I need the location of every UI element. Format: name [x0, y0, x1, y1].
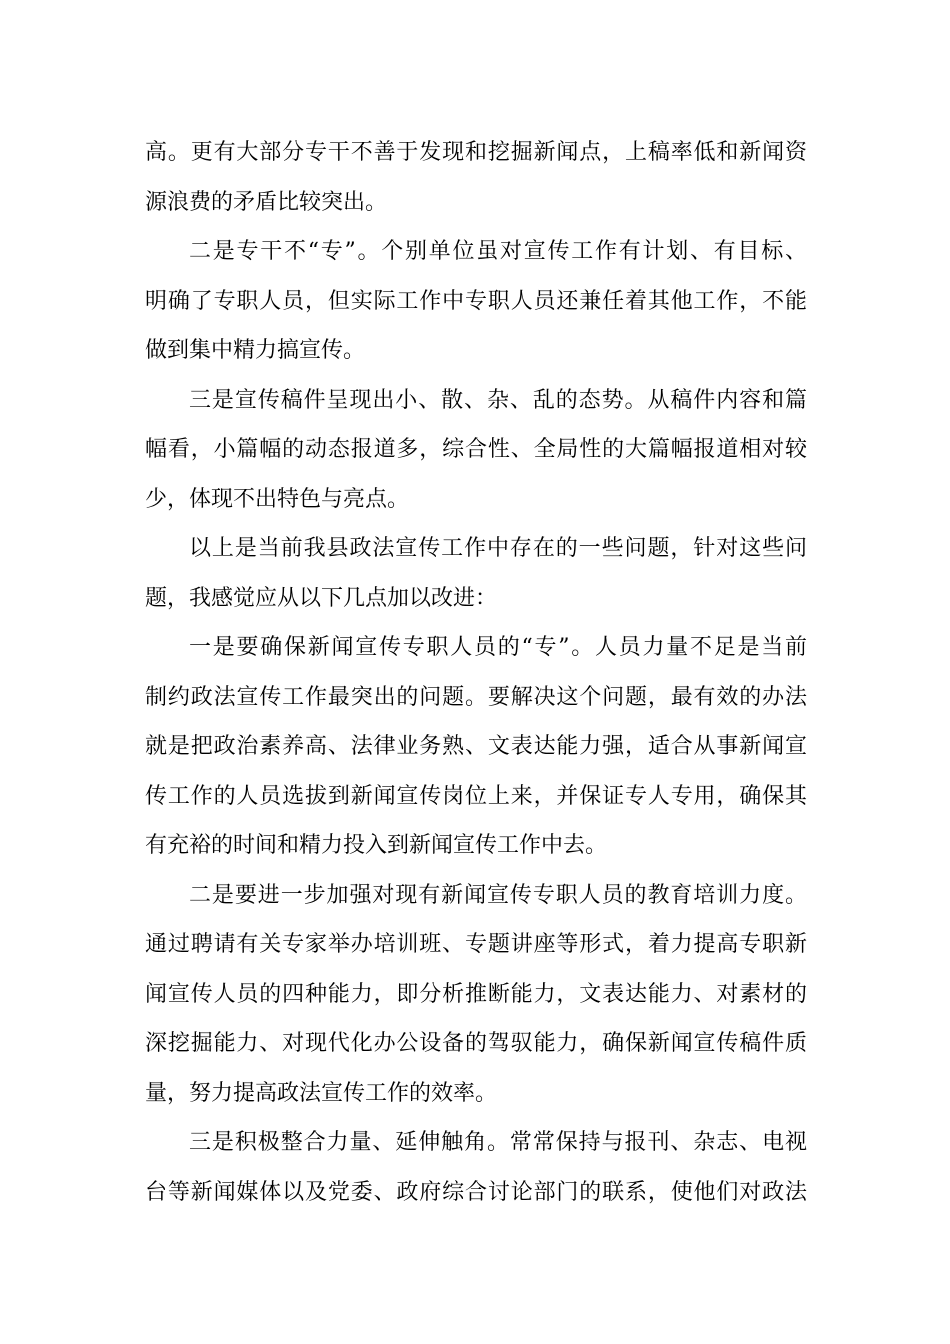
- paragraph: [145, 623, 807, 871]
- paragraph-line: 深挖掘能力、对现代化办公设备的驾驭能力，确保新闻宣传稿件质: [145, 1031, 807, 1056]
- paragraph-line: 台等新闻媒体以及党委、政府综合讨论部门的联系，使他们对政法: [145, 1179, 807, 1205]
- paragraph: [145, 376, 807, 525]
- paragraph: [145, 524, 807, 623]
- paragraph: [145, 227, 807, 376]
- document-body: [145, 128, 807, 1217]
- paragraph-line: 少，体现不出特色与亮点。: [145, 486, 410, 512]
- paragraph-line: 一是要确保新闻宣传专职人员的“专”。人员力量不足是当前: [189, 635, 807, 660]
- paragraph-line: 传工作的人员选拔到新闻宣传岗位上来，并保证专人专用，确保其: [145, 783, 807, 809]
- paragraph-line: 量，努力提高政法宣传工作的效率。: [145, 1080, 498, 1106]
- paragraph-line: 高。更有大部分专干不善于发现和挖掘新闻点，上稿率低和新闻资: [145, 140, 807, 165]
- paragraph-line: 通过聘请有关专家举办培训班、专题讲座等形式，着力提高专职新: [145, 932, 807, 957]
- paragraph-line: 做到集中精力搞宣传。: [145, 338, 366, 363]
- paragraph-line: 就是把政治素养高、法律业务熟、文表达能力强，适合从事新闻宣: [145, 734, 807, 759]
- paragraph: [145, 128, 807, 227]
- paragraph: [145, 871, 807, 1119]
- paragraph: [145, 1118, 807, 1217]
- paragraph-line: 二是要进一步加强对现有新闻宣传专职人员的教育培训力度。: [189, 882, 807, 908]
- paragraph-line: 明确了专职人员，但实际工作中专职人员还兼任着其他工作，不能: [145, 288, 807, 314]
- paragraph-line: 题，我感觉应从以下几点加以改进：: [145, 585, 498, 611]
- paragraph-line: 制约政法宣传工作最突出的问题。要解决这个问题，最有效的办法: [145, 684, 807, 710]
- paragraph-line: 幅看，小篇幅的动态报道多，综合性、全局性的大篇幅报道相对较: [145, 437, 807, 462]
- paragraph-line: 以上是当前我县政法宣传工作中存在的一些问题，针对这些问: [189, 536, 807, 561]
- paragraph-line: 有充裕的时间和精力投入到新闻宣传工作中去。: [145, 833, 608, 858]
- paragraph-line: 三是积极整合力量、延伸触角。常常保持与报刊、杂志、电视: [189, 1130, 807, 1155]
- paragraph-line: 三是宣传稿件呈现出小、散、杂、乱的态势。从稿件内容和篇: [189, 387, 807, 413]
- paragraph-line: 二是专干不“专”。个别单位虽对宣传工作有计划、有目标、: [189, 239, 807, 264]
- paragraph-line: 源浪费的矛盾比较突出。: [145, 189, 388, 215]
- paragraph-line: 闻宣传人员的四种能力，即分析推断能力，文表达能力、对素材的: [145, 981, 807, 1007]
